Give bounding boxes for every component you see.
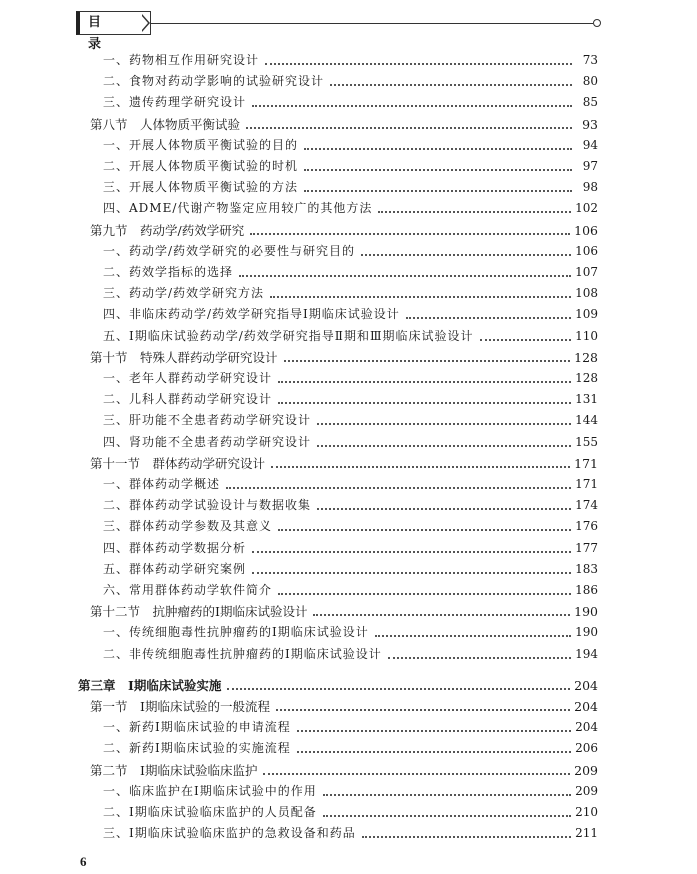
dot-leader <box>278 380 571 383</box>
toc-entry-title: 第一节 Ⅰ期临床试验的一般流程 <box>90 699 270 714</box>
dot-leader <box>304 168 572 171</box>
toc-entry-title: 第十节 特殊人群药动学研究设计 <box>90 349 278 365</box>
toc-entry-title: 二、群体药动学试验设计与数据收集 <box>103 498 312 513</box>
toc-entry-page: 109 <box>575 307 598 322</box>
toc-entry-page: 209 <box>575 783 598 798</box>
dot-leader <box>361 253 571 256</box>
toc-entry-title: 二、药效学指标的选择 <box>103 265 234 279</box>
page-header <box>76 11 601 52</box>
dot-leader <box>378 210 571 213</box>
toc-entry-title: 二、新药Ⅰ期临床试验的实施流程 <box>103 741 291 756</box>
toc-entry-title: 三、遗传药理学研究设计 <box>103 95 247 110</box>
toc-entry-title: 三、肝功能不全患者药动学研究设计 <box>103 413 312 428</box>
toc-entry-page: 155 <box>575 434 598 449</box>
toc-item[interactable] <box>103 259 598 280</box>
toc-entry-page: 183 <box>575 561 598 576</box>
toc-entry-title: 一、新药Ⅰ期临床试验的申请流程 <box>103 720 291 735</box>
toc-entry-page: 171 <box>575 477 598 491</box>
toc-item[interactable] <box>103 195 598 216</box>
toc-section[interactable] <box>90 450 598 471</box>
toc-item[interactable] <box>103 280 598 301</box>
toc-entry-page: 128 <box>574 349 598 365</box>
page-number: 6 <box>80 854 87 869</box>
toc-item[interactable] <box>103 492 598 513</box>
header-arrow-icon <box>142 14 150 32</box>
dot-leader <box>250 232 570 235</box>
toc-entry-page: 94 <box>582 137 598 152</box>
toc-item[interactable] <box>103 577 598 598</box>
toc-entry-title: 一、传统细胞毒性抗肿瘤药的Ⅰ期临床试验设计 <box>103 625 369 640</box>
dot-leader <box>297 750 571 753</box>
header-rule <box>151 23 593 24</box>
dot-leader <box>252 571 571 574</box>
toc-entry-page: 190 <box>574 604 598 620</box>
toc-section[interactable] <box>90 217 598 238</box>
toc-entry-page: 144 <box>575 413 598 428</box>
dot-leader <box>239 274 571 277</box>
toc-item[interactable] <box>103 174 598 195</box>
toc-item[interactable] <box>103 641 598 662</box>
toc-entry-title: 二、儿科人群药动学研究设计 <box>103 392 273 407</box>
toc-entry-page: 80 <box>582 74 598 89</box>
toc-entry-page: 194 <box>575 646 598 661</box>
dot-leader <box>317 422 571 425</box>
toc-entry-page: 209 <box>574 762 598 778</box>
dot-leader <box>317 507 571 510</box>
toc-entry-title: 五、Ⅰ期临床试验药动学/药效学研究指导Ⅱ期和Ⅲ期临床试验设计 <box>103 328 474 343</box>
dot-leader <box>246 126 572 129</box>
toc-entry-title: 第八节 人体物质平衡试验 <box>90 116 241 132</box>
toc-item[interactable] <box>103 238 598 259</box>
toc-item[interactable] <box>103 365 598 386</box>
toc-item[interactable] <box>103 323 598 344</box>
dot-leader <box>480 338 572 341</box>
dot-leader <box>263 772 570 775</box>
toc-entry-title: 第二节 Ⅰ期临床试验临床监护 <box>90 762 258 778</box>
toc-item[interactable] <box>103 89 598 110</box>
toc-entry-title: 四、ADME/代谢产物鉴定应用较广的其他方法 <box>103 201 373 216</box>
dot-leader <box>388 656 571 659</box>
toc-item[interactable] <box>103 471 598 492</box>
toc-entry-title: 二、开展人体物质平衡试验的时机 <box>103 159 299 173</box>
dot-leader <box>278 528 571 531</box>
toc-item[interactable] <box>103 407 598 428</box>
toc-entry-title: 一、药物相互作用研究设计 <box>103 53 260 67</box>
toc-entry-page: 210 <box>575 805 598 819</box>
dot-leader <box>226 486 571 489</box>
toc-entry-page: 211 <box>575 826 598 841</box>
toc-entry-title: 一、临床监护在Ⅰ期临床试验中的作用 <box>103 783 317 798</box>
dot-leader <box>313 613 570 616</box>
toc-entry-title: 四、非临床药动学/药效学研究指导Ⅰ期临床试验设计 <box>103 307 400 322</box>
toc-entry-page: 204 <box>575 720 598 735</box>
toc-item[interactable] <box>103 386 598 407</box>
toc-item[interactable] <box>103 429 598 450</box>
toc-item[interactable] <box>103 132 598 153</box>
toc-entry-page: 190 <box>575 625 598 640</box>
toc-entry-page: 176 <box>575 519 598 534</box>
dot-leader <box>270 295 571 298</box>
toc-section[interactable] <box>90 693 598 714</box>
toc-entry-title: 第九节 药动学/药效学研究 <box>90 222 245 238</box>
toc-entry-title: 一、群体药动学概述 <box>103 477 221 491</box>
dot-leader <box>271 465 570 468</box>
toc-entry-page: 85 <box>582 95 598 110</box>
toc-entry-page: 186 <box>575 583 598 597</box>
toc-entry-page: 106 <box>575 243 598 258</box>
toc-item[interactable] <box>103 535 598 556</box>
toc-entry-page: 73 <box>582 53 598 67</box>
dot-leader <box>252 550 571 553</box>
header-circle-icon <box>593 19 601 27</box>
toc-entry-page: 108 <box>575 286 598 301</box>
dot-leader <box>276 708 570 711</box>
toc-item[interactable] <box>103 68 598 89</box>
toc-entry-page: 204 <box>574 699 598 714</box>
toc-entry-title: 一、药动学/药效学研究的必要性与研究目的 <box>103 243 356 258</box>
toc-entry-title: 五、群体药动学研究案例 <box>103 561 247 576</box>
toc-section[interactable] <box>90 111 598 132</box>
dot-leader <box>304 147 572 150</box>
toc-entry-title: 六、常用群体药动学软件简介 <box>103 583 273 597</box>
dot-leader <box>265 62 572 65</box>
toc-item[interactable] <box>103 301 598 322</box>
toc-section[interactable] <box>90 598 598 619</box>
toc-entry-page: 98 <box>582 180 598 195</box>
toc-entry-title: 一、开展人体物质平衡试验的目的 <box>103 137 299 152</box>
toc-entry-page: 106 <box>574 222 598 238</box>
toc-entry-page: 107 <box>575 265 598 279</box>
toc-entry-page: 97 <box>582 159 598 173</box>
toc-entry-page: 174 <box>575 498 598 513</box>
dot-leader <box>297 729 571 732</box>
toc-entry-page: 204 <box>574 677 598 693</box>
toc-entry-title: 一、老年人群药动学研究设计 <box>103 371 273 385</box>
toc-entry-page: 177 <box>575 540 598 555</box>
toc-entry-page: 110 <box>575 328 598 343</box>
dot-leader <box>227 687 570 690</box>
toc-entry-page: 131 <box>575 392 598 407</box>
toc-item[interactable] <box>103 799 598 820</box>
dot-leader <box>323 814 571 817</box>
toc-entry-title: 三、群体药动学参数及其意义 <box>103 519 273 534</box>
toc-entry-page: 102 <box>575 201 598 216</box>
dot-leader <box>330 83 572 86</box>
toc-entry-page: 206 <box>575 741 598 756</box>
toc-section[interactable] <box>90 757 598 778</box>
toc-entry-title: 三、开展人体物质平衡试验的方法 <box>103 180 299 195</box>
dot-leader <box>278 401 571 404</box>
dot-leader <box>252 104 572 107</box>
toc-entry-title: 三、Ⅰ期临床试验临床监护的急救设备和药品 <box>103 826 356 841</box>
dot-leader <box>304 189 572 192</box>
toc-entry-title: 二、Ⅰ期临床试验临床监护的人员配备 <box>103 805 317 819</box>
dot-leader <box>375 634 571 637</box>
toc-chapter[interactable] <box>78 672 598 693</box>
toc-entry-page: 93 <box>582 116 598 132</box>
toc-section[interactable] <box>90 344 598 365</box>
toc-entry-title: 二、非传统细胞毒性抗肿瘤药的Ⅰ期临床试验设计 <box>103 646 382 661</box>
toc-entry-page: 128 <box>575 371 598 385</box>
toc-entry-title: 三、药动学/药效学研究方法 <box>103 286 265 301</box>
toc-entry-page: 171 <box>574 455 598 471</box>
toc-item[interactable] <box>103 714 598 735</box>
toc-item[interactable] <box>103 735 598 756</box>
dot-leader <box>362 835 571 838</box>
toc-entry-title: 第十二节 抗肿瘤药的Ⅰ期临床试验设计 <box>90 604 308 620</box>
toc-item[interactable] <box>103 513 598 534</box>
header-title: 目 录 <box>76 11 151 35</box>
dot-leader <box>284 359 571 362</box>
toc-item[interactable] <box>103 153 598 174</box>
toc-entry-title: 第十一节 群体药动学研究设计 <box>90 455 266 471</box>
toc-entry-title: 第三章 Ⅰ期临床试验实施 <box>78 677 222 693</box>
toc-entry-title: 四、群体药动学数据分析 <box>103 540 247 555</box>
dot-leader <box>278 592 571 595</box>
dot-leader <box>323 793 571 796</box>
toc-item[interactable] <box>103 556 598 577</box>
dot-leader <box>406 316 571 319</box>
dot-leader <box>317 444 571 447</box>
toc-item[interactable] <box>103 820 598 841</box>
toc-entry-title: 四、肾功能不全患者药动学研究设计 <box>103 434 312 449</box>
toc-item[interactable] <box>103 47 598 68</box>
toc-item[interactable] <box>103 778 598 799</box>
toc-entry-title: 二、食物对药动学影响的试验研究设计 <box>103 74 325 89</box>
toc-item[interactable] <box>103 619 598 640</box>
